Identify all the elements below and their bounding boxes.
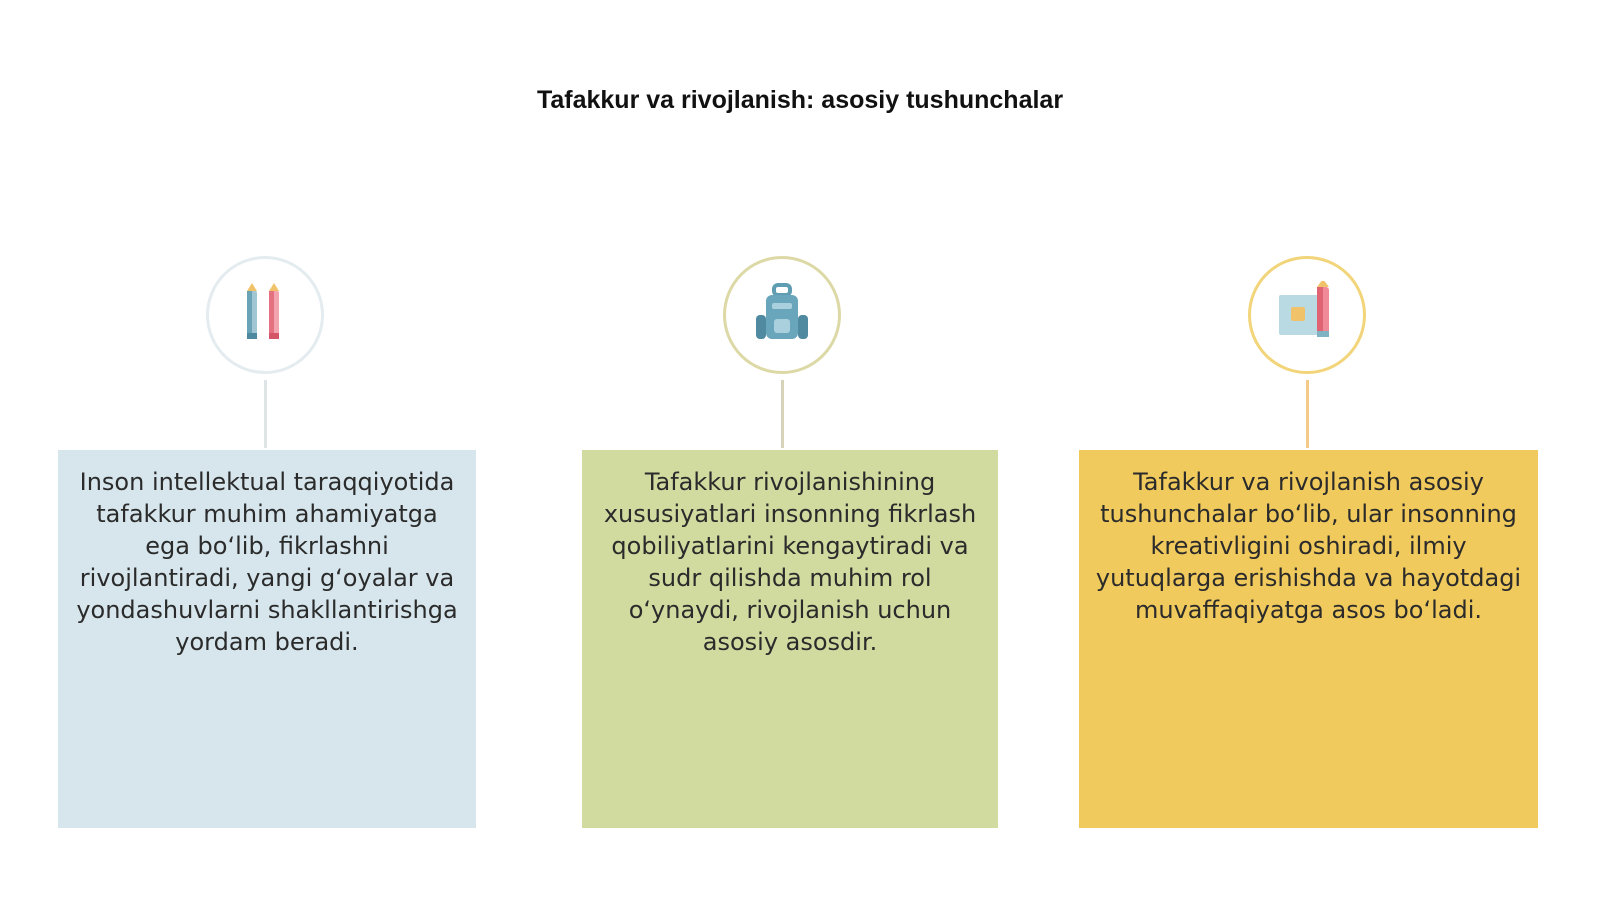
- info-card-3-text: Tafakkur va rivojlanish asosiy tushunchalar bo‘lib, ular insonning kreativligini oshiradi, ilmiy yutuqlarga erishishda va hayotdagi muvaffaqiyatga asos bo‘ladi.: [1095, 468, 1522, 624]
- connector-line-3: [1306, 380, 1309, 448]
- info-card-3: [1079, 450, 1538, 828]
- page-title: Tafakkur va rivojlanish: asosiy tushunchalar: [536, 86, 1064, 114]
- pencils-icon-circle: [206, 256, 324, 374]
- pencils-icon: [235, 281, 295, 349]
- backpack-icon: [750, 281, 814, 349]
- drawing-pencil-icon: [1275, 281, 1339, 349]
- connector-line-2: [781, 380, 784, 448]
- backpack-icon-circle: [723, 256, 841, 374]
- info-card-2: [582, 450, 998, 828]
- connector-line-1: [264, 380, 267, 448]
- drawing-pencil-icon-circle: [1248, 256, 1366, 374]
- info-card-1: [58, 450, 476, 828]
- info-card-2-text: Tafakkur rivojlanishining xususiyatlari insonning fikrlash qobiliyatlarini kengaytiradi va sudr qilishda muhim rol o‘ynaydi, rivojlanish uchun asosiy asosdir.: [603, 468, 977, 656]
- info-card-1-text: Inson intellektual taraqqiyotida tafakkur muhim ahamiyatga ega bo‘lib, fikrlashni rivojlantiradi, yangi g‘oyalar va yondashuvlarni shakllantirishga yordam beradi.: [76, 468, 458, 656]
